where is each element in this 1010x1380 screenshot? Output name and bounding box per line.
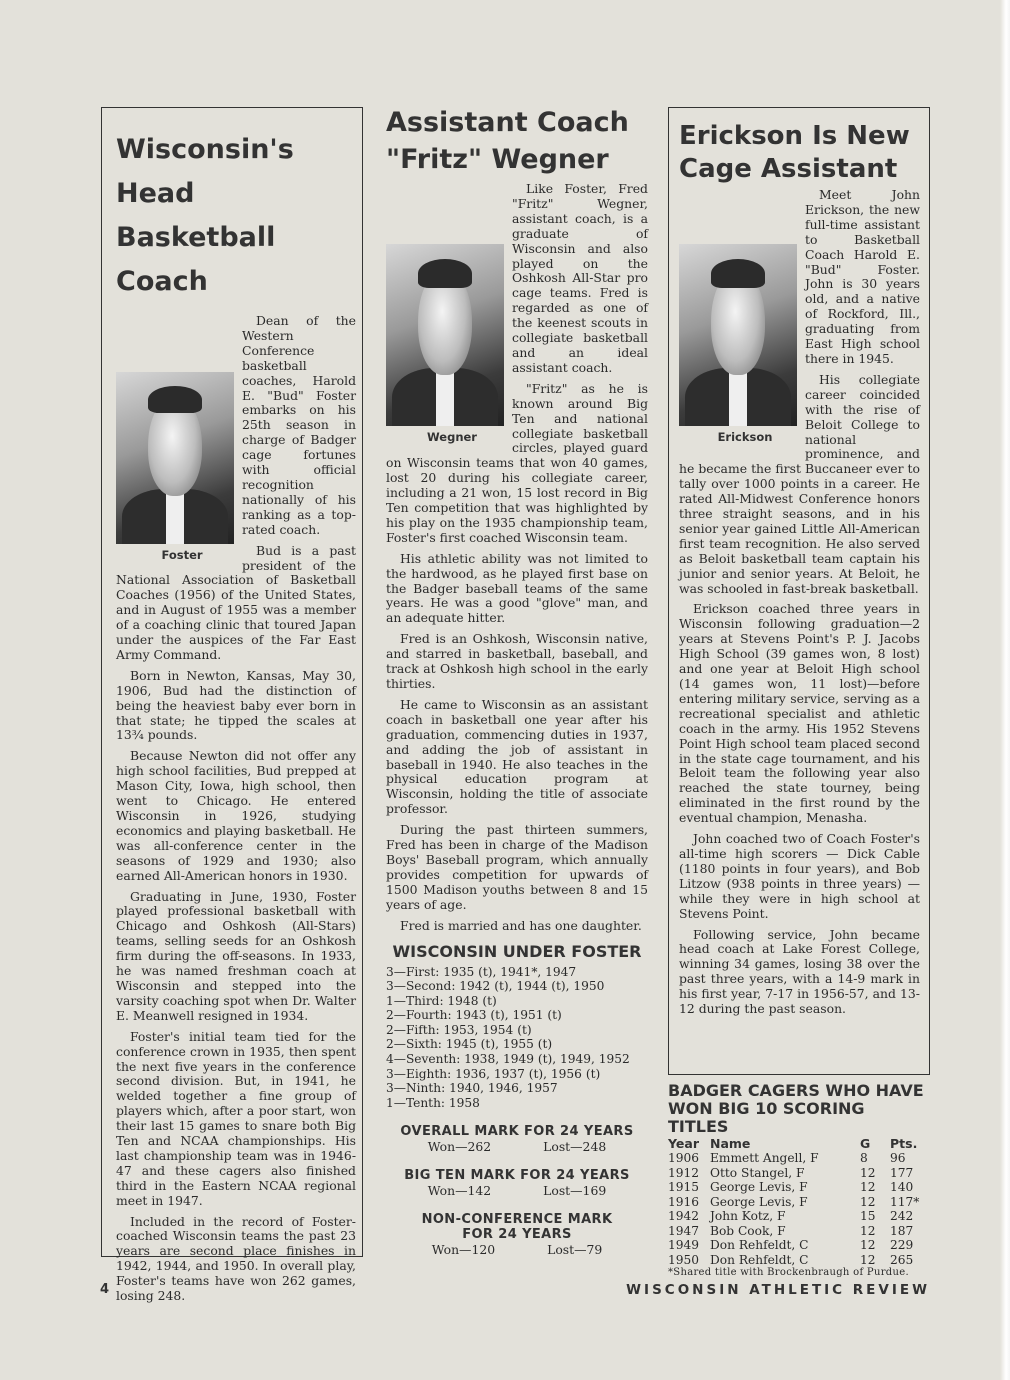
shirt-shape <box>729 371 748 426</box>
wegner-paragraph: He came to Wisconsin as an assistant coach in basketball one year after his graduation, commencing duties in 1937, and adding the job of assistant in baseball in 1940. He also teaches in the physical education program at Wisconsin, holding the title of associate professor. <box>386 696 648 817</box>
scoring-titles-table <box>668 1136 930 1267</box>
under-foster-row: 1—Tenth: 1958 <box>386 1095 480 1110</box>
erickson-photo-caption: Erickson <box>717 430 773 444</box>
overall-mark-title: OVERALL MARK FOR 24 YEARS <box>400 1124 634 1140</box>
overall-mark-record <box>386 1139 648 1154</box>
foster-paragraph: Included in the record of Foster-coached Wisconsin teams the past 23 years are second place finishes in 1942, 1944, and 1950. In overall play, Foster's teams have won 262 games, losing 248. <box>116 1213 356 1304</box>
cell-year: 1949 <box>668 1238 700 1252</box>
table-row <box>668 1195 930 1210</box>
cell-year: 1912 <box>668 1165 700 1180</box>
erickson-paragraph: Following service, John became head coach at Lake Forest College, winning 34 games, losing 38 over the past three years, with a 14-9 mark in his first year, 7-17 in 1956-57, and 13-12 during the past season. <box>679 926 920 1017</box>
page-number: 4 <box>100 1282 110 1297</box>
header-points: Pts. <box>890 1136 918 1151</box>
erickson-paragraph: Erickson Meet John Erickson, the new full-time assistant to Basketball Coach Harold E. "Bud" Foster. John is 30 years old, and a native of Rockford, Ill., graduating from East High school there in 1945. <box>679 188 920 367</box>
under-foster-row: 1—Third: 1948 (t) <box>386 993 497 1008</box>
cell-points: 96 <box>890 1151 906 1165</box>
erickson-photo <box>679 244 797 445</box>
cell-games: 12 <box>860 1165 876 1180</box>
cell-games: 12 <box>860 1223 876 1238</box>
under-foster-row: 3—Second: 1942 (t), 1944 (t), 1950 <box>386 979 605 994</box>
cell-year: 1950 <box>668 1252 700 1267</box>
cell-name: George Levis, F <box>710 1180 808 1194</box>
wegner-article-title: Assistant Coach "Fritz" Wegner <box>386 107 629 175</box>
cell-games: 12 <box>860 1180 876 1194</box>
cell-points: 117* <box>890 1194 920 1209</box>
under-foster-list <box>386 965 648 1111</box>
foster-paragraph: Graduating in June, 1930, Foster played professional basketball with Chicago and Oshkosh (All-Stars) teams, selling seeds for an Oshkosh firm during the off-seasons. In 1933, he was named freshman coach at Wisconsin and stepped into the varsity coaching spot when Dr. Walter E. Meanwell resigned in 1934. <box>116 888 356 1023</box>
cell-name: Otto Stangel, F <box>710 1165 805 1180</box>
foster-paragraph: Bud is a past president of the National Association of Basketball Coaches (1956) of the United States, and in August of 1955 was a member of a coaching clinic that toured Japan under the auspices of the Far East Army Command. <box>116 542 356 662</box>
non-conference-mark-title <box>386 1212 648 1242</box>
cell-games: 12 <box>860 1238 876 1252</box>
table-row <box>668 1209 930 1224</box>
page-edge <box>1000 0 1010 1380</box>
non-conference-title-line: NON-CONFERENCE MARK <box>421 1212 613 1228</box>
scoring-titles-footnote: *Shared title with Brockenbraugh of Purdue. <box>668 1267 909 1278</box>
foster-paragraph: Born in Newton, Kansas, May 30, 1906, Bud had the distinction of being the heaviest baby ever born in that state; he tipped the scales at 13¾ pounds. <box>116 667 356 743</box>
foster-photo-caption: Foster <box>161 548 203 562</box>
cell-name: Don Rehfeldt, C <box>710 1252 809 1267</box>
hair-shape <box>418 259 472 288</box>
wegner-paragraph: His athletic ability was not limited to the hardwood, as he played first base on the Badger baseball teams of the same years. He was a good "glove" man, and an adequate hitter. <box>386 550 648 626</box>
publication-name: WISCONSIN ATHLETIC REVIEW <box>626 1282 930 1298</box>
foster-paragraph: Because Newton did not offer any high school facilities, Bud prepped at Mason City, Iowa, high school, then went to Chicago. He entered Wisconsin in 1926, studying economics and playing basketball. He was all-conference center in the seasons of 1929 and 1930; also earned All-American honors in 1930. <box>116 748 356 883</box>
wegner-photo-caption: Wegner <box>427 430 477 444</box>
cell-games: 12 <box>860 1194 876 1209</box>
under-foster-title: WISCONSIN UNDER FOSTER <box>392 941 642 961</box>
cell-games: 8 <box>860 1151 868 1165</box>
cell-name: Emmett Angell, F <box>710 1151 819 1165</box>
wegner-paragraph: Fred is married and has one daughter. <box>400 917 642 933</box>
non-conference-mark-record <box>386 1242 648 1257</box>
wegner-paragraph: During the past thirteen summers, Fred has been in charge of the Madison Boys' Baseball program, which annually provides competition for upwards of 1500 Madison youths between 8 and 15 years of age. <box>386 822 648 912</box>
under-foster-row: 2—Sixth: 1945 (t), 1955 (t) <box>386 1037 553 1052</box>
table-row <box>668 1224 930 1239</box>
header-name: Name <box>710 1136 751 1151</box>
erickson-article-title: Erickson Is New Cage Assistant <box>679 121 910 184</box>
big-ten-lost: Lost—169 <box>543 1183 607 1199</box>
erickson-article <box>679 120 920 1023</box>
under-foster-row: 3—Ninth: 1940, 1946, 1957 <box>386 1081 558 1096</box>
foster-photo <box>116 372 234 563</box>
wegner-paragraph: Wegner Like Foster, Fred "Fritz" Wegner, assistant coach, is a graduate of Wisconsin and also played on the Oshkosh All-Star pro cage teams. Fred is regarded as one of the keenest scouts in collegiate basketball and an ideal assistant coach. <box>386 182 648 376</box>
shirt-shape <box>166 492 185 544</box>
under-foster-row: 4—Seventh: 1938, 1949 (t), 1949, 1952 <box>386 1052 630 1067</box>
header-games: G <box>860 1136 871 1151</box>
scoring-titles-title-line: BADGER CAGERS WHO HAVE <box>668 1081 924 1100</box>
overall-won: Won—262 <box>427 1139 492 1155</box>
cell-name: George Levis, F <box>710 1194 808 1209</box>
scoring-titles-section <box>668 1082 930 1279</box>
cell-year: 1915 <box>668 1180 700 1194</box>
hair-shape <box>148 386 202 414</box>
cell-points: 229 <box>890 1238 914 1252</box>
table-row <box>668 1180 930 1195</box>
shirt-shape <box>436 371 455 426</box>
non-conference-title-line: FOR 24 YEARS <box>462 1227 572 1243</box>
foster-article-title: Wisconsin's Head Basketball Coach <box>116 134 294 297</box>
cell-points: 140 <box>890 1180 914 1194</box>
cell-name: Don Rehfeldt, C <box>710 1238 809 1252</box>
table-row <box>668 1166 930 1181</box>
erickson-paragraph: His collegiate career coincided with the rise of Beloit College to national prominence, and he became the first Buccaneer ever to tally over 1000 points in a career. He rated All-Midwest Conference honors three straight seasons, and in his senior year gained Little All-American first team recognition. He also served as Beloit basketball team captain his junior and senior years. At Beloit, he was schooled in fast-break basketball. <box>679 371 920 596</box>
erickson-paragraph: John coached two of Coach Foster's all-time high scorers — Dick Cable (1180 points in four years), and Bob Litzow (938 points in three years) — while they were in high school at Stevens Point. <box>679 831 920 921</box>
under-foster-row: 3—First: 1935 (t), 1941*, 1947 <box>386 964 577 979</box>
overall-lost: Lost—248 <box>543 1139 607 1155</box>
wegner-photo <box>386 244 504 445</box>
cell-points: 265 <box>890 1252 914 1267</box>
cell-year: 1906 <box>668 1151 700 1165</box>
table-row <box>668 1238 930 1253</box>
big-ten-won: Won—142 <box>427 1183 492 1199</box>
non-conference-won: Won—120 <box>431 1242 496 1258</box>
foster-paragraph: Foster's initial team tied for the conference crown in 1935, then spent the next five years in the conference second division. But, in 1941, he welded together a fine group of players which, after a poor start, won their last 15 games to snare both Big Ten and NCAA championships. His last championship team was in 1946-47 and these cagers also finished third in the Eastern NCAA regional meet in 1947. <box>116 1028 356 1208</box>
table-row <box>668 1151 930 1166</box>
header-year: Year <box>668 1136 699 1151</box>
erickson-paragraph: Erickson coached three years in Wisconsin following graduation—2 years at Stevens Point's P. J. Jacobs High School (39 games won, 8 lost) and one year at Beloit High school (14 games won, 11 lost)—before entering military service, serving as a recreational specialist and athletic coach in the army. His 1952 Stevens Point High school team placed second in the state cage tournament, and his Beloit team the following year also reached the state tourney, being eliminated in the first round by the eventual champion, Menasha. <box>679 601 920 826</box>
wegner-article <box>386 104 648 1257</box>
cell-year: 1947 <box>668 1223 700 1238</box>
foster-photo-image <box>116 372 234 544</box>
big-ten-mark-title: BIG TEN MARK FOR 24 YEARS <box>404 1168 630 1184</box>
cell-year: 1942 <box>668 1209 700 1223</box>
cell-name: Bob Cook, F <box>710 1223 786 1238</box>
cell-year: 1916 <box>668 1194 700 1209</box>
under-foster-row: 2—Fourth: 1943 (t), 1951 (t) <box>386 1008 562 1023</box>
scoring-titles-header <box>668 1136 930 1151</box>
cell-points: 187 <box>890 1223 914 1238</box>
non-conference-lost: Lost—79 <box>547 1242 603 1258</box>
foster-article <box>116 128 356 1310</box>
erickson-photo-image <box>679 244 797 426</box>
under-foster-row: 2—Fifth: 1953, 1954 (t) <box>386 1022 532 1037</box>
cell-games: 15 <box>860 1209 876 1223</box>
wegner-photo-image <box>386 244 504 426</box>
wegner-paragraph: Fred is an Oshkosh, Wisconsin native, and starred in basketball, baseball, and track at Oshkosh high school in the early thirties. <box>386 631 648 691</box>
big-ten-mark-record <box>386 1183 648 1198</box>
hair-shape <box>711 259 765 288</box>
wegner-paragraph: "Fritz" as he is known around Big Ten and national collegiate basketball circles, played guard on Wisconsin teams that won 40 games, lost 20 during his collegiate career, including a 21 won, 15 lost record in Big Ten competition that was highlighted by his play on the 1935 championship team, Foster's first coached Wisconsin team. <box>386 380 648 545</box>
table-row <box>668 1253 930 1268</box>
cell-name: John Kotz, F <box>710 1209 786 1223</box>
cell-points: 242 <box>890 1209 914 1223</box>
foster-paragraph: Foster Dean of the Western Conference basketball coaches, Harold E. "Bud" Foster embarks on his 25th season in charge of Badger cage fortunes with official recognition nationally of his ranking as a top-rated coach. <box>116 314 356 538</box>
scoring-titles-title-line: WON BIG 10 SCORING TITLES <box>668 1099 865 1136</box>
cell-points: 177 <box>890 1165 914 1180</box>
under-foster-row: 3—Eighth: 1936, 1937 (t), 1956 (t) <box>386 1066 601 1081</box>
cell-games: 12 <box>860 1252 876 1267</box>
